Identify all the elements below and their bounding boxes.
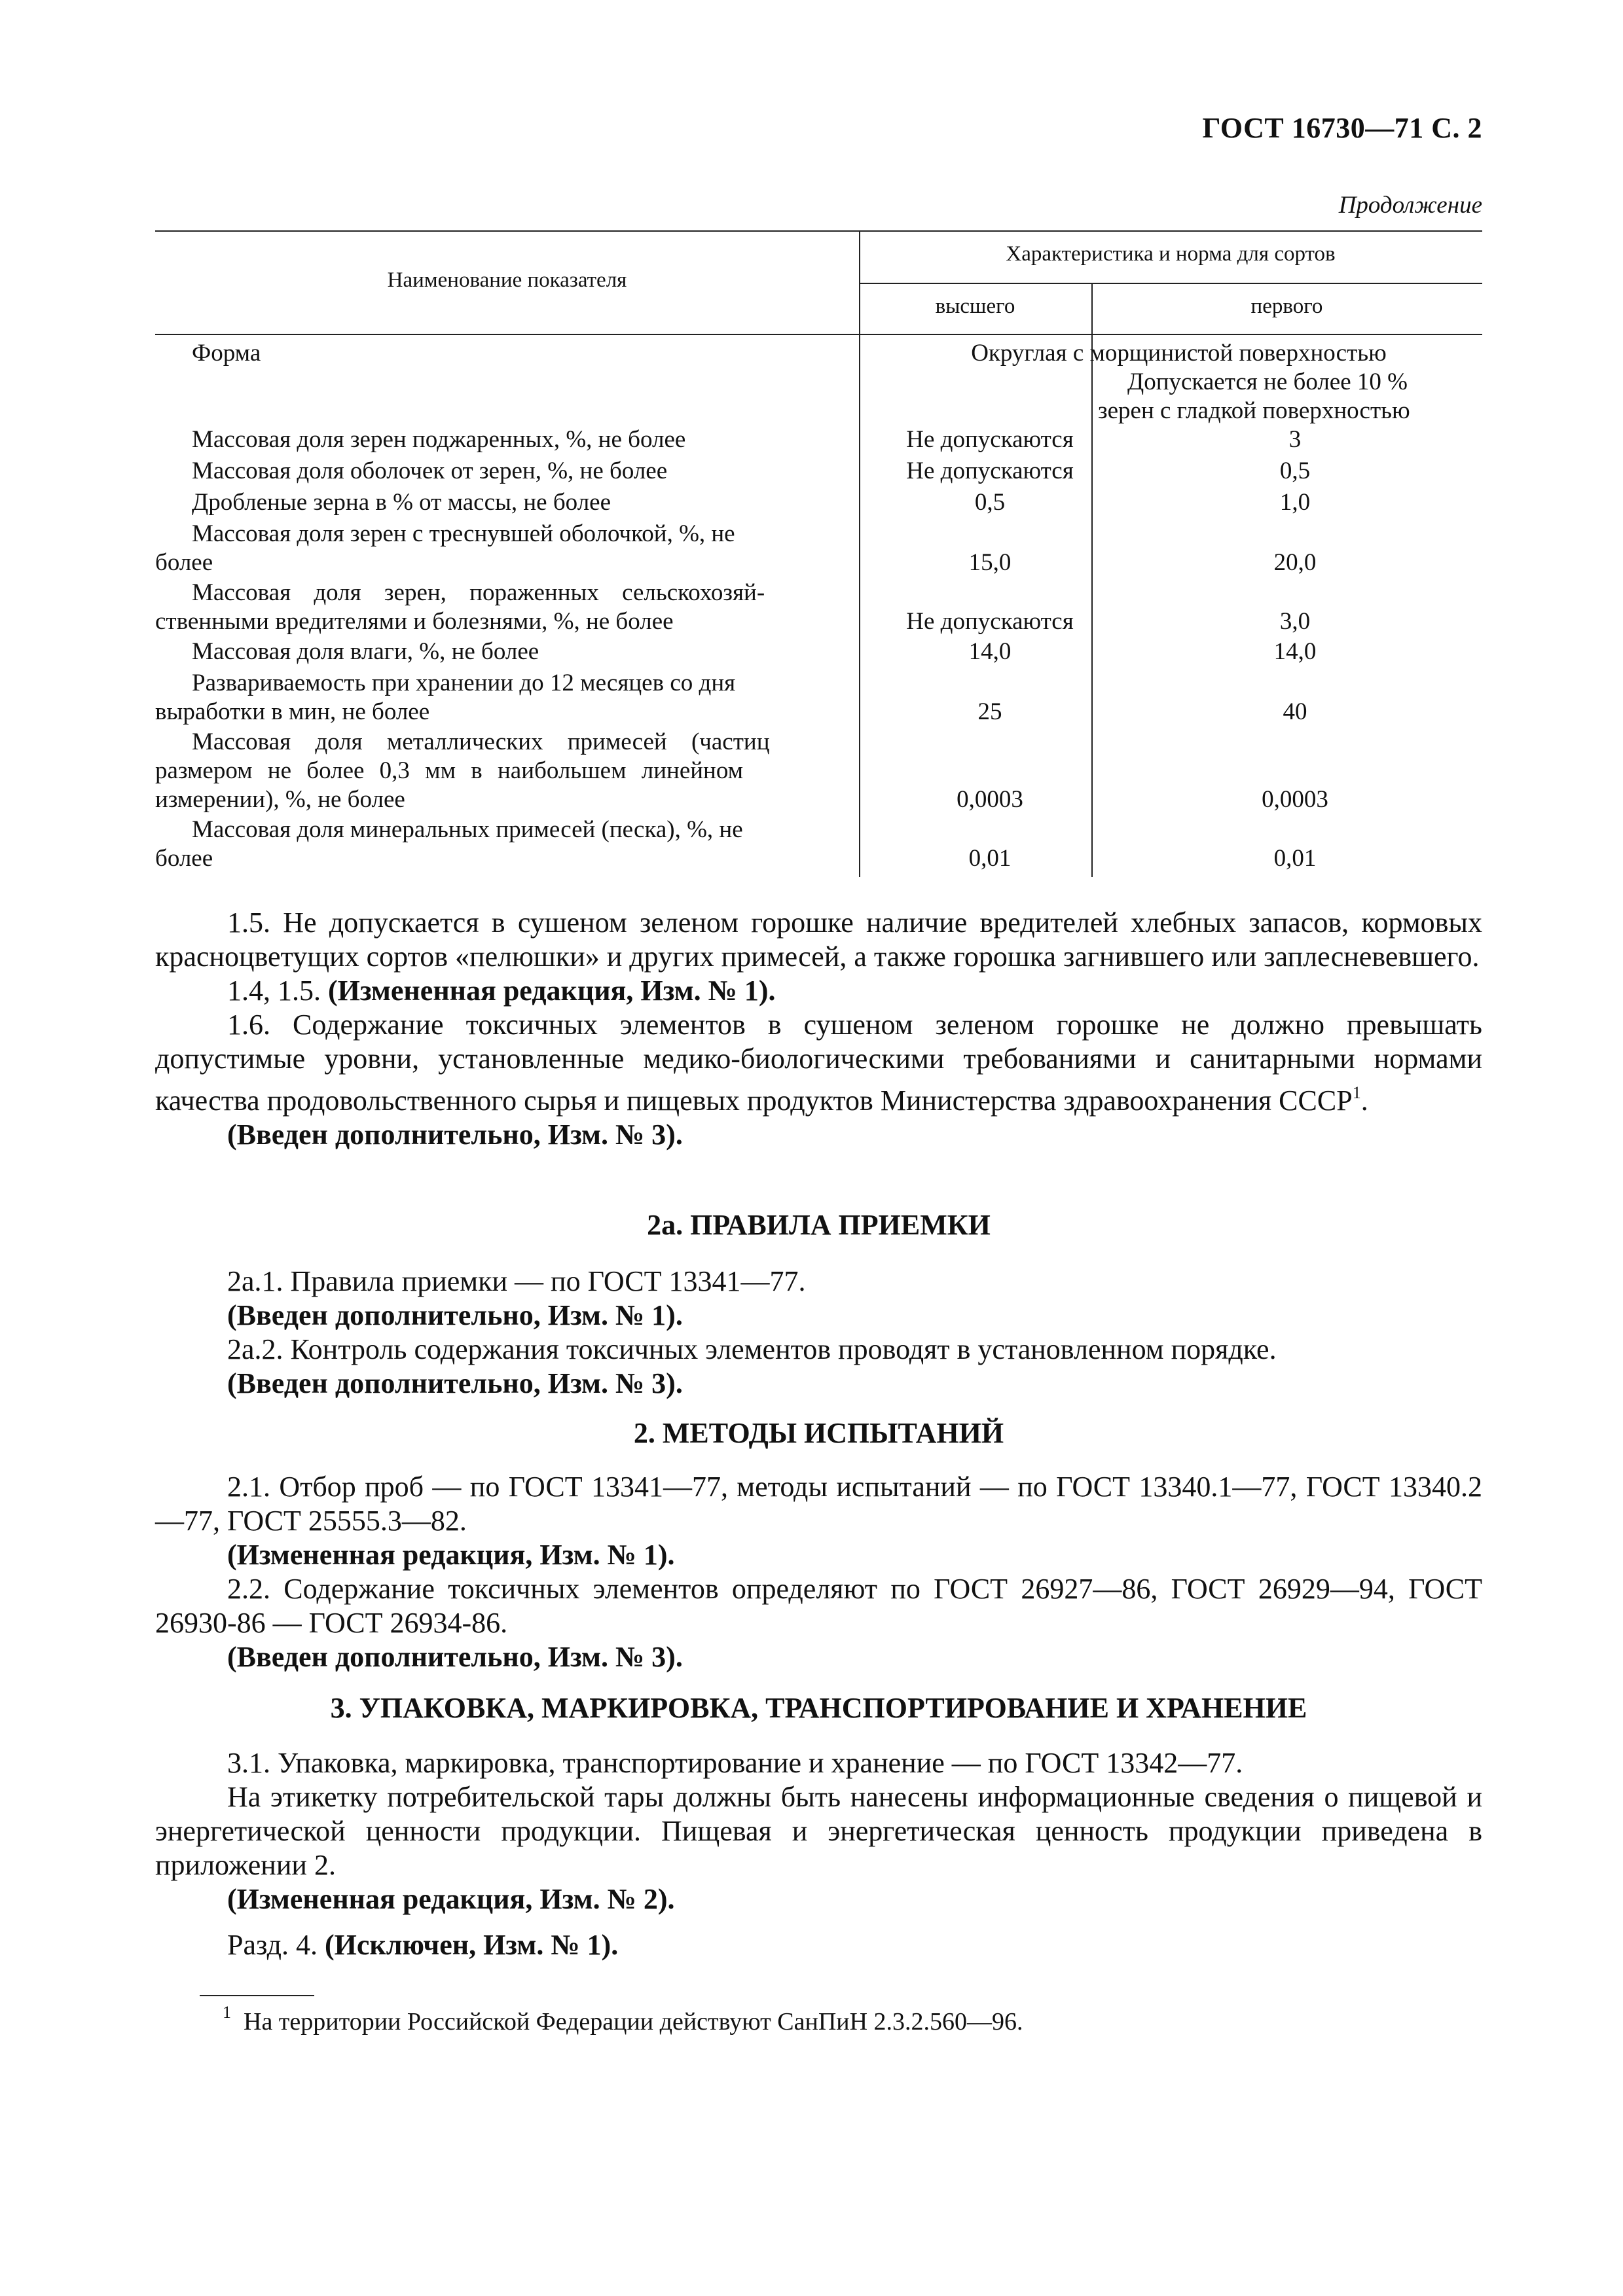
footnote-ref: 1 xyxy=(1352,1083,1361,1102)
row-name-line1: Массовая доля металлических примесей (частиц xyxy=(192,728,770,755)
row-name: Массовая доля влаги, %, не более xyxy=(192,638,539,665)
paragraph-1-5: 1.5. Не допускается в сушеном зеленом горошке наличие вредителей хлебных запасов, кормовых красноцветущих сортов «пелюшки» и других примесей, а также горошка загнившего или заплесневевшего. xyxy=(155,906,1482,973)
row-name: Дробленые зерна в % от массы, не более xyxy=(192,489,611,516)
amendment-note: (Введен дополнительно, Изм. № 3). xyxy=(227,1119,683,1151)
section-3-text xyxy=(155,1746,1482,1916)
row-value-grade2: 0,01 xyxy=(1273,845,1317,872)
row-value-grade2: 40 xyxy=(1283,698,1307,725)
row-value-grade1: Не допускаются xyxy=(906,608,1074,635)
col-header-grade1: высшего xyxy=(935,295,1015,318)
section-2a-text xyxy=(155,1265,1482,1401)
row-name-line3: измерении), %, не более xyxy=(155,786,405,813)
section-4-excluded: Разд. 4. (Исключен, Изм. № 1). xyxy=(227,1929,619,1961)
continuation-label: Продолжение xyxy=(1338,192,1482,219)
amendment-note: (Введен дополнительно, Изм. № 3). xyxy=(227,1641,683,1673)
row-name: Массовая доля зерен поджаренных, %, не более xyxy=(192,426,686,453)
table-header-mid-rule xyxy=(859,283,1482,284)
row-value2-line1: Допускается не более 10 % xyxy=(1127,368,1408,395)
row-value-both: Округлая с морщинистой поверхностью xyxy=(971,340,1387,367)
row-value-grade2: 20,0 xyxy=(1273,549,1317,576)
amendment-note: (Измененная редакция, Изм. № 2). xyxy=(227,1883,675,1915)
col-header-name: Наименование показателя xyxy=(387,268,627,292)
paragraph-2-1: 2.1. Отбор проб — по ГОСТ 13341—77, методы испытаний — по ГОСТ 13340.1—77, ГОСТ 13340.2—77, ГОСТ 25555.3—82. xyxy=(155,1471,1482,1537)
row-name-line2: размером не более 0,3 мм в наибольшем линейном xyxy=(155,757,744,784)
section-1-text xyxy=(155,906,1482,1152)
footnote-marker: 1 xyxy=(223,2003,231,2022)
row-name-line1: Массовая доля минеральных примесей (песка), %, не xyxy=(192,816,743,843)
row-value-grade1: Не допускаются xyxy=(906,426,1074,453)
paragraph-1-6: 1.6. Содержание токсичных элементов в сушеном зеленом горошке не должно превышать допустимые уровни, установленные медико-биологическими требованиями и санитарными нормами качества продовольственного сырья и пищевых продуктов Министерства здравоохранения СССР$^1$. xyxy=(155,1009,1482,1117)
row-value-grade1: 14,0 xyxy=(968,638,1012,665)
paragraph-3-1-label: На этикетку потребительской тары должны быть нанесены информационные сведения о пищевой и энергетической ценности продукции. Пищевая и энергетическая ценность продукции приведена в приложении 2. xyxy=(155,1781,1482,1881)
footnote xyxy=(223,2003,1023,2036)
row-value-grade1: 15,0 xyxy=(968,549,1012,576)
row-name-line1: Развариваемость при хранении до 12 месяцев со дня xyxy=(192,670,736,696)
row-name-line2: более xyxy=(155,845,213,872)
row-value-grade2: 1,0 xyxy=(1279,489,1311,516)
row-value-grade1: 0,01 xyxy=(968,845,1012,872)
row-name-line1: Массовая доля зерен, пораженных сельскохозяй- xyxy=(192,579,765,606)
row-value-grade1: Не допускаются xyxy=(906,457,1074,484)
amendment-note: (Измененная редакция, Изм. № 1). xyxy=(227,1539,675,1571)
row-value-grade1: 0,5 xyxy=(974,489,1006,516)
row-name: Массовая доля оболочек от зерен, %, не более xyxy=(192,457,668,484)
col-header-group: Характеристика и норма для сортов xyxy=(1006,242,1336,266)
section-heading-2: 2. МЕТОДЫ ИСПЫТАНИЙ xyxy=(633,1417,1004,1449)
row-value-grade2: 14,0 xyxy=(1273,638,1317,665)
paragraph-2a-2: 2а.2. Контроль содержания токсичных элементов проводят в установленном порядке. xyxy=(227,1333,1277,1365)
paragraph-3-1: 3.1. Упаковка, маркировка, транспортирование и хранение — по ГОСТ 13342—77. xyxy=(227,1747,1243,1779)
amendment-note: (Введен дополнительно, Изм. № 3). xyxy=(227,1367,683,1399)
table-header-bottom-rule xyxy=(155,334,1482,335)
section-heading-3: 3. УПАКОВКА, МАРКИРОВКА, ТРАНСПОРТИРОВАНИЕ И ХРАНЕНИЕ xyxy=(330,1692,1307,1724)
row-name: Форма xyxy=(192,340,261,367)
row-name-line2: более xyxy=(155,549,213,576)
row-value-grade1: 0,0003 xyxy=(957,786,1023,813)
row-name-line2: выработки в мин, не более xyxy=(155,698,430,725)
section-heading-2a: 2а. ПРАВИЛА ПРИЕМКИ xyxy=(647,1209,991,1241)
row-value-grade2: 0,5 xyxy=(1279,457,1311,484)
paragraph-2a-1: 2а.1. Правила приемки — по ГОСТ 13341—77. xyxy=(227,1265,806,1297)
page-header: ГОСТ 16730—71 С. 2 xyxy=(1202,112,1482,144)
amendment-note: (Введен дополнительно, Изм. № 1). xyxy=(227,1299,683,1331)
row-value-grade2: 0,0003 xyxy=(1262,786,1328,813)
row-value2-note xyxy=(1098,368,1479,425)
row-value-grade2: 3,0 xyxy=(1279,608,1311,635)
row-name-line2: ственными вредителями и болезнями, %, не более xyxy=(155,608,674,635)
row-name-line1: Массовая доля зерен с треснувшей оболочкой, %, не xyxy=(192,520,735,547)
footnote-rule xyxy=(200,1995,314,1996)
table-col-divider-1 xyxy=(859,230,860,877)
row-value-grade2: 3 xyxy=(1288,426,1302,453)
paragraph-2-2: 2.2. Содержание токсичных элементов определяют по ГОСТ 26927—86, ГОСТ 26929—94, ГОСТ 26930-86 — ГОСТ 26934-86. xyxy=(155,1573,1482,1639)
table-top-rule xyxy=(155,230,1482,232)
footnote-text: На территории Российской Федерации действуют СанПиН 2.3.2.560—96. xyxy=(244,2008,1023,2036)
row-value-grade1: 25 xyxy=(977,698,1002,725)
section-4-note xyxy=(155,1928,1482,1962)
section-2-text xyxy=(155,1470,1482,1674)
col-header-grade2: первого xyxy=(1250,295,1323,318)
amendment-1-4-1-5: 1.4, 1.5. (Измененная редакция, Изм. № 1). xyxy=(227,975,776,1007)
row-value2-line2: зерен с гладкой поверхностью xyxy=(1098,397,1410,424)
